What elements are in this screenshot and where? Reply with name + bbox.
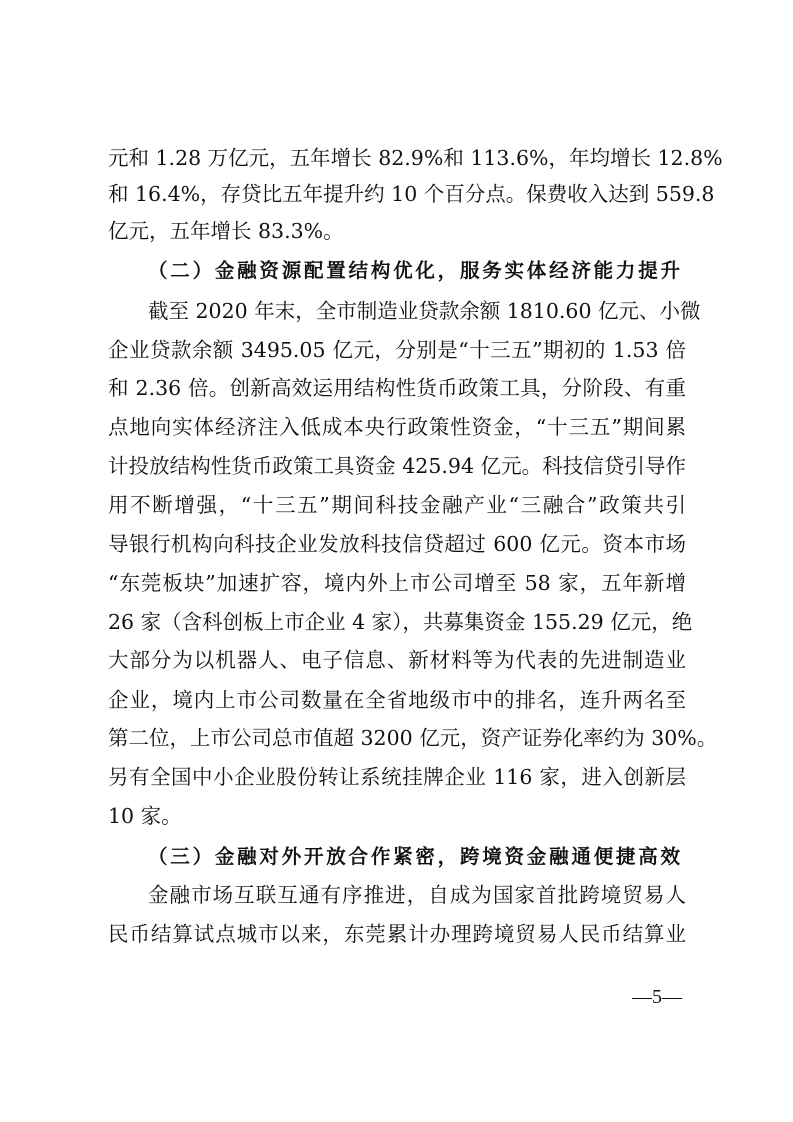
paragraph-line: 26 家（含科创板上市企业 4 家），共募集资金 155.29 亿元，绝: [108, 610, 693, 634]
page-number: —5—: [632, 986, 682, 1008]
paragraph-line: 亿元，五年增长 83.3%。: [108, 219, 344, 243]
paragraph-line: 用不断增强，“十三五”期间科技金融产业“三融合”政策共引: [108, 493, 686, 517]
paragraph-line: 导银行机构向科技企业发放科技信贷超过 600 亿元。资本市场: [108, 532, 686, 556]
paragraph-line: 第二位，上市公司总市值超 3200 亿元，资产证券化率约为 30%。: [108, 726, 718, 750]
paragraph-line: 10 家。: [108, 804, 182, 828]
paragraph-line: 和 16.4%，存贷比五年提升约 10 个百分点。保费收入达到 559.8: [108, 182, 715, 206]
paragraph-line: 金融市场互联互通有序推进，自成为国家首批跨境贸易人: [148, 883, 686, 907]
paragraph-line: 另有全国中小企业股份转让系统挂牌企业 116 家，进入创新层: [108, 765, 686, 789]
paragraph-line: 和 2.36 倍。创新高效运用结构性货币政策工具，分阶段、有重: [108, 376, 686, 400]
paragraph-line: 截至 2020 年末，全市制造业贷款余额 1810.60 亿元、小微: [148, 299, 701, 323]
section-heading: （二）金融资源配置结构优化，服务实体经济能力提升: [148, 259, 680, 282]
paragraph-line: 企业，境内上市公司数量在全省地级市中的排名，连升两名至: [108, 688, 686, 712]
paragraph-line: 计投放结构性货币政策工具资金 425.94 亿元。科技信贷引导作: [108, 454, 686, 478]
paragraph-line: 元和 1.28 万亿元，五年增长 82.9%和 113.6%，年均增长 12.8%: [108, 146, 723, 170]
section-heading: （三）金融对外开放合作紧密，跨境资金融通便捷高效: [148, 845, 680, 868]
paragraph-line: 民币结算试点城市以来，东莞累计办理跨境贸易人民币结算业: [108, 922, 686, 946]
paragraph-line: 企业贷款余额 3495.05 亿元，分别是“十三五”期初的 1.53 倍: [108, 338, 686, 362]
paragraph-line: 点地向实体经济注入低成本央行政策性资金，“十三五”期间累: [108, 415, 686, 439]
paragraph-line: “东莞板块”加速扩容，境内外上市公司增至 58 家，五年新增: [108, 571, 686, 595]
paragraph-line: 大部分为以机器人、电子信息、新材料等为代表的先进制造业: [108, 648, 686, 672]
